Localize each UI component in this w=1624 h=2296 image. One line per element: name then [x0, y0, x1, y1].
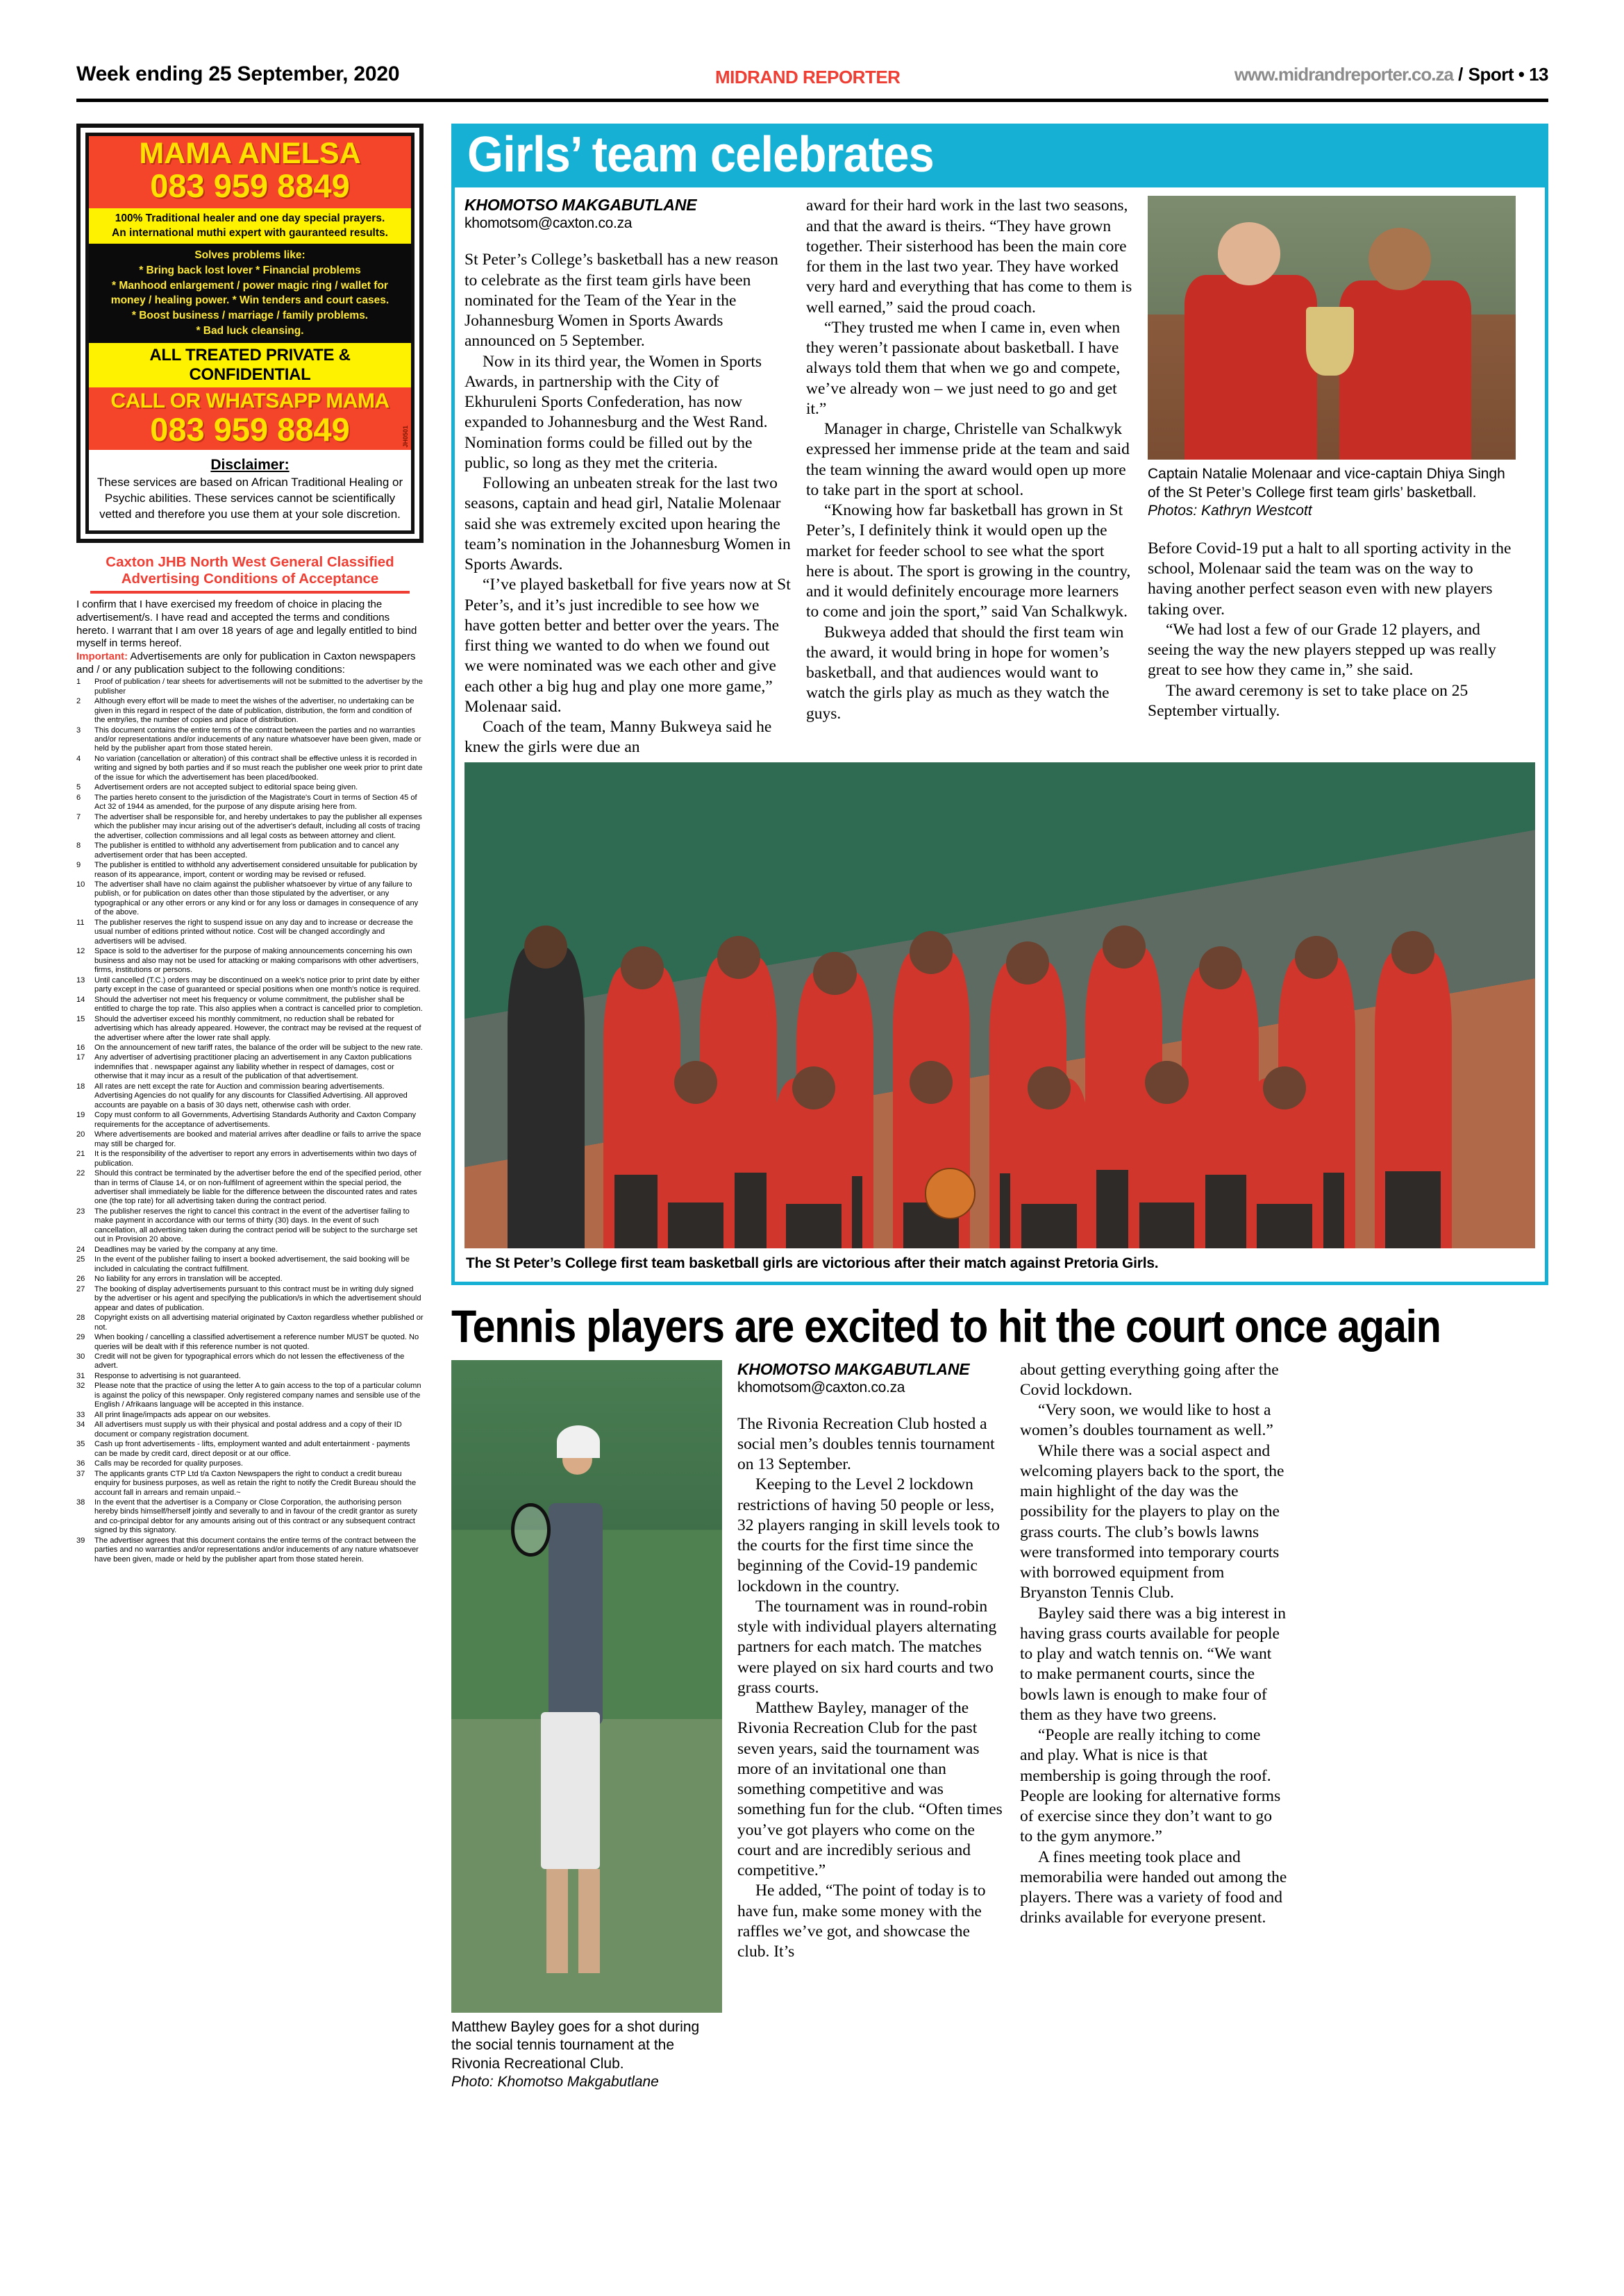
condition-item: [76, 1255, 424, 1274]
body-paragraph: “Knowing how far basketball has grown in St Peter’s, I definitely think it would open up the market for feeder school to see what the sport here is about. The sport is growing in the country, and it would definitely encourage more learners to come and join the sport,” said Van Schalkwyk.: [806, 501, 1131, 621]
condition-text: Please note that the practice of using the letter A to gain access to the top of a particular column is against the policy of this newspaper. Only registered company names and sensible use of the English / Afrikaans language will be accepted in this instance.: [94, 1382, 421, 1409]
condition-text: In the event that the advertiser is a Company or Close Corporation, the authorising person hereby binds himself/herself jointly and severally to and in favour of the credit grantor as surety and co-principal debtor for any amounts arising out of this contract or any subsequent contract signed by this signatory.: [94, 1498, 417, 1535]
condition-item: [76, 697, 424, 725]
condition-number: 28: [76, 1314, 85, 1323]
condition-text: On the announcement of new tariff rates, the balance of the order will be subject to the new rate.: [94, 1043, 423, 1052]
condition-number: 35: [76, 1440, 85, 1449]
condition-text: Calls may be recorded for quality purposes.: [94, 1459, 243, 1468]
condition-number: 10: [76, 880, 85, 889]
condition-item: [76, 813, 424, 841]
condition-item: [76, 1246, 424, 1255]
condition-text: The advertiser agrees that this document contains the entire terms of the contract between the parties and no warranties and/or representations and/or inducements of any nature whatsoever have been given, made or held by the publisher apart from those stated herein.: [94, 1536, 419, 1564]
body-paragraph: Manager in charge, Christelle van Schalkwyk expressed her immense pride at the team and said the team winning the award would open up more to take part in the sport at school.: [806, 420, 1130, 499]
story2-column-2: [1020, 1360, 1287, 2092]
story1-team-photo-caption: The St Peter’s College first team basketball girls are victorious after their match against Pretoria Girls.: [466, 1255, 1159, 1271]
body-paragraph: about getting everything going after the Covid lockdown.: [1020, 1360, 1279, 1399]
body-paragraph: While there was a social aspect and welcoming players back to the sport, the main highlight of the day was the possibility for the players to play on the grass courts. The club’s bowls lawns were transformed into temporary courts with borrowed equipment from Bryanston Tennis Club.: [1020, 1441, 1284, 1602]
condition-text: It is the responsibility of the advertiser to report any errors in advertisements within two days of publication.: [94, 1150, 417, 1168]
condition-number: 11: [76, 918, 85, 927]
body-paragraph: Now in its third year, the Women in Sports Awards, in partnership with the City of Ekhuruleni Sports Confederation, has now expanded to Johannesburg and the West Rand. Nomination forms could be filled out by the public, so long as they met the criteria.: [464, 352, 768, 472]
body-paragraph: “I’ve played basketball for five years now at St Peter’s, and it’s just incredible to see how we have gotten better and better over the years. The first thing we wanted to do when we found out we were nominated was we each other and give each other a big hug and play one more game,” Molenaar said.: [464, 576, 791, 716]
condition-text: Advertisement orders are not accepted subject to editorial space being given.: [94, 783, 358, 792]
condition-text: The advertiser shall have no claim against the publisher whatsoever by virtue of any failure to publish, or for publication on dates other than those stipulated by the advertiser, or any typographical or any other errors or any kind or for any loss or damages in consequence of any of the above.: [94, 880, 419, 917]
condition-text: The publisher reserves the right to cancel this contract in the event of the advertiser failing to make payment in accordance with our terms of thirty (30) days. In the event of such cancellation, all advertising taken during the contract period will be subject to the surcharge set out in Provision 20 above.: [94, 1207, 417, 1244]
condition-text: Should this contract be terminated by the advertiser before the end of the specified period, other than in terms of Clause 14, or on non-fulfilment of agreement within the special period, the advertiser shall immediately be liable for the difference between the discounted rates and rates one (the top rate) for all advertising taken during the contract period.: [94, 1169, 422, 1206]
advert-services-block: [89, 244, 411, 343]
photo-art-players: [464, 762, 1535, 1248]
condition-number: 27: [76, 1284, 85, 1293]
condition-item: [76, 1440, 424, 1459]
advert-call-block: [89, 387, 411, 450]
condition-text: The booking of display advertisements pursuant to this contract must be in writing duly signed by the advertiser or his agent and specifying the publication/s in which the advertisement should appear and dates of publication.: [94, 1284, 421, 1312]
condition-item: [76, 1053, 424, 1081]
condition-text: Copy must conform to all Governments, Advertising Standards Authority and Caxton Company requirements for the acceptance of advertisements.: [94, 1111, 417, 1129]
condition-text: The applicants grants CTP Ltd t/a Caxton Newspapers the right to conduct a credit bureau enquiry for business purposes, as well as retain the right to notify the Credit Bureau should the account fall in arrears and remain unpaid.~: [94, 1469, 417, 1497]
advert-healer-name: MAMA ANELSA: [139, 137, 361, 170]
story1-body-col3: [1148, 539, 1516, 721]
body-paragraph: Following an unbeaten streak for the last two seasons, captain and head girl, Natalie Molenaar said she was extremely excited upon hearing the team’s nomination in the Johannesburg Women in Sports Awards.: [464, 474, 791, 574]
story2-body-col1: [737, 1414, 1005, 1963]
condition-text: All print linage/impacts ads appear on our websites.: [94, 1410, 271, 1419]
condition-number: 17: [76, 1053, 85, 1062]
condition-item: [76, 996, 424, 1014]
body-paragraph: award for their hard work in the last two seasons, and that the award is theirs. “They have grown together. Their sisterhood has been the main core for them in the last two year. They have worked very hard and everything that has come to them is well earned,” said the proud coach.: [806, 196, 1132, 317]
advert-phone-top: 083 959 8849: [150, 167, 350, 204]
advert-tagline: [89, 208, 411, 244]
story2-headline: Tennis players are excited to hit the court once again: [451, 1300, 1441, 1352]
condition-text: All rates are nett except the rate for Auction and commission bearing advertisements. Advertising Agencies do not qualify for any discounts for Classified Advertising. All approved accounts are payable on a basis of 30 days nett, otherwise cash with order.: [94, 1082, 408, 1109]
body-paragraph: “They trusted me when I came in, even when they weren’t passionate about basketball. I have always told them that when we go and compete, we’ve already won – we just need to go and get it.”: [806, 318, 1121, 418]
story1-photo-caption-text: Captain Natalie Molenaar and vice-captain Dhiya Singh of the St Peter’s College first team girls’ basketball.: [1148, 466, 1505, 501]
condition-item: [76, 919, 424, 946]
condition-text: The publisher reserves the right to suspend issue on any day and to increase or decrease the usual number of editions printed without notice. Cost will be changed accordingly and advertisers will be advised.: [94, 918, 413, 946]
body-paragraph: Matthew Bayley, manager of the Rivonia Recreation Club for the past seven years, said the tournament was more of an invitational one than something competitive and was something fun for the club. “Often times you’ve got players who come on the court and are incredibly serious and competitive.”: [737, 1699, 1003, 1880]
condition-number: 38: [76, 1498, 85, 1507]
story2-byline-email[interactable]: khomotsom@caxton.co.za: [737, 1379, 905, 1396]
condition-item: [76, 1082, 424, 1110]
condition-text: Although every effort will be made to meet the wishes of the advertiser, no undertaking can be given in this regard in respect of the date of publication, distribution, the form and condition of the entry/ies, the number of copies and place of distribution.: [94, 697, 415, 725]
publication-title: MIDRAND REPORTER: [715, 67, 901, 87]
condition-number: 36: [76, 1459, 85, 1468]
condition-number: 34: [76, 1421, 85, 1430]
condition-text: Credit will not be given for typographical errors which do not lessen the effectiveness of the advert.: [94, 1352, 405, 1371]
condition-item: [76, 783, 424, 792]
condition-item: [76, 726, 424, 754]
condition-item: [76, 1459, 424, 1468]
condition-number: 22: [76, 1169, 85, 1178]
condition-number: 18: [76, 1082, 85, 1091]
story1-columns: [455, 187, 1545, 762]
condition-text: Cash up front advertisements - lifts, employment wanted and adult entertainment - payments can be made by credit card, direct deposit or at our office.: [94, 1440, 410, 1458]
condition-number: 25: [76, 1255, 85, 1264]
conditions-intro-text: I confirm that I have exercised my freedom of choice in placing the advertisement/s. I have read and accepted the terms and conditions hereto. I warrant that I am over 18 years of age and legally entitled to bind myself in terms hereof.: [76, 598, 417, 650]
condition-number: 24: [76, 1245, 85, 1254]
conditions-heading-line1: Caxton JHB North West General Classified: [106, 554, 394, 571]
body-paragraph: St Peter’s College’s basketball has a new reason to celebrate as the first team girls have been nominated for the Team of the Year in the Johannesburg Women in Sports Awards announced on 5 September.: [464, 251, 778, 351]
condition-item: [76, 1498, 424, 1536]
condition-text: Deadlines may be varied by the company at any time.: [94, 1245, 278, 1254]
advert-name-block: [89, 136, 411, 208]
condition-text: Where advertisements are booked and material arrives after deadline or fails to arrive the space may still be charged for.: [94, 1130, 421, 1148]
mama-anelsa-advert[interactable]: [76, 124, 424, 543]
advert-inner-frame: [85, 133, 415, 534]
condition-number: 13: [76, 975, 85, 984]
condition-number: 19: [76, 1111, 85, 1120]
photo-captain-and-vice-captain: [1148, 196, 1516, 460]
condition-item: [76, 1169, 424, 1207]
condition-item: [76, 755, 424, 782]
condition-item: [76, 1044, 424, 1053]
advert-services-heading: Solves problems like:: [194, 249, 305, 262]
story1-column-2: [806, 196, 1132, 757]
story1-body-col1: [464, 250, 791, 757]
condition-text: This document contains the entire terms of the contract between the parties and no warranties and/or representations and/or inducements of any nature whatsoever have been given, made or held by the publisher apart from those stated herein.: [94, 726, 421, 753]
condition-text: No liability for any errors in translation will be accepted.: [94, 1275, 283, 1284]
condition-number: 37: [76, 1469, 85, 1478]
advert-service-line: money / healing power. * Win tenders and court cases.: [110, 294, 390, 307]
issue-date: Week ending 25 September, 2020: [76, 62, 400, 85]
condition-text: Should the advertiser exceed his monthly commitment, no reduction shall be rebated for advertising which has already appeared. However, the contract may be revised at the request of the advertiser where after the lower rate shall apply.: [94, 1014, 421, 1042]
conditions-intro: [76, 598, 424, 677]
condition-item: [76, 1150, 424, 1168]
advert-service-line: * Bring back lost lover * Financial problems: [139, 265, 361, 277]
story2-photo-credit: Photo: Khomotso Makgabutlane: [451, 2074, 659, 2090]
condition-number: 16: [76, 1043, 85, 1052]
body-paragraph: The Rivonia Recreation Club hosted a social men’s doubles tennis tournament on 13 September.: [737, 1414, 995, 1474]
masthead-rule: [76, 99, 1548, 102]
condition-text: In the event of the publisher failing to insert a booked advertisement, the said booking will be included in calculating the contract fulfillment.: [94, 1255, 410, 1273]
story1-headline: Girls’ team celebrates: [467, 127, 934, 183]
condition-number: 39: [76, 1536, 85, 1545]
advert-service-line: * Manhood enlargement / power magic ring / wallet for: [112, 279, 388, 292]
story2-column-1: [737, 1360, 1005, 2092]
condition-number: 2: [76, 697, 81, 706]
masthead-right: [1234, 64, 1548, 85]
condition-number: 30: [76, 1352, 85, 1361]
photo-team-group: [464, 762, 1535, 1248]
condition-item: [76, 841, 424, 860]
condition-number: 4: [76, 754, 81, 763]
condition-item: [76, 947, 424, 975]
body-paragraph: “We had lost a few of our Grade 12 players, and seeing the way the new players stepped up was really great to see how they came in,” she said.: [1148, 620, 1496, 680]
story1-byline-email[interactable]: khomotsom@caxton.co.za: [464, 215, 633, 232]
story1-photo-credit: Photos: Kathryn Westcott: [1148, 503, 1312, 519]
condition-item: [76, 1421, 424, 1439]
body-paragraph: Bukweya added that should the first team win the award, it would bring in hope for women’s basketball, and that audiences would want to watch the girls play as much as they watch the guys.: [806, 623, 1124, 723]
condition-number: 31: [76, 1371, 85, 1380]
website-url[interactable]: www.midrandreporter.co.za: [1234, 64, 1453, 85]
condition-number: 5: [76, 783, 81, 792]
advert-reference-code: JH0501: [402, 425, 409, 448]
conditions-important-text: Advertisements are only for publication in Caxton newspapers and / or any publication subject to the following conditions:: [76, 651, 416, 676]
story1-headline-band: [455, 127, 1545, 187]
condition-text: Space is sold to the advertiser for the purpose of making announcements concerning his own business and also may not be used for attacking or making comparisons with other advertisers, firms, institutions or persons.: [94, 947, 419, 975]
condition-number: 23: [76, 1207, 85, 1216]
condition-item: [76, 1470, 424, 1498]
story1-photo-caption: [1148, 465, 1516, 520]
conditions-important-label: Important:: [76, 651, 128, 663]
story2-byline-name: KHOMOTSO MAKGABUTLANE: [737, 1359, 970, 1378]
advertising-conditions: [76, 554, 424, 1564]
advert-tagline-line1: 100% Traditional healer and one day special prayers.: [115, 212, 385, 224]
condition-item: [76, 1275, 424, 1284]
condition-item: [76, 1352, 424, 1371]
condition-item: [76, 1411, 424, 1420]
body-paragraph: A fines meeting took place and memorabilia were handed out among the players. There was a variety of food and drinks available for everyone present.: [1020, 1847, 1287, 1927]
condition-text: Any advertiser of advertising practitioner placing an advertisement in any Caxton publications indemnifies that . newspaper against any liability whether in respect of damages, cost or otherwise that it may incur as a result of the publication of that advertisement.: [94, 1053, 412, 1081]
advert-call-label: CALL OR WHATSAPP MAMA: [110, 389, 390, 413]
condition-number: 33: [76, 1410, 85, 1419]
story2-columns: [451, 1360, 1548, 2092]
story1-byline-name: KHOMOTSO MAKGABUTLANE: [464, 196, 697, 215]
condition-item: [76, 1130, 424, 1149]
condition-text: The parties hereto consent to the jurisdiction of the Magistrate's Court in terms of Section 45 of Act 32 of 1944 as amended, for the purpose of any dispute arising here from.: [94, 793, 417, 812]
body-paragraph: Keeping to the Level 2 lockdown restrictions of having 50 people or less, 32 players ranging in skill levels took to the courts for the first time since the beginning of the Covid-19 pandemic lockdown in the country.: [737, 1475, 1000, 1595]
condition-text: Response to advertising is not guaranteed.: [94, 1371, 241, 1380]
condition-item: [76, 1285, 424, 1313]
disclaimer-text: These services are based on African Traditional Healing or Psychic abilities. These services cannot be scientifically vetted and therefore you use them at your sole discretion.: [97, 476, 403, 521]
condition-item: [76, 1207, 424, 1245]
condition-text: The publisher is entitled to withhold any advertisement from publication and to cancel any advertisement order that has been accepted.: [94, 841, 399, 860]
condition-number: 14: [76, 995, 85, 1004]
body-paragraph: Coach of the team, Manny Bukweya said he knew the girls were due an: [464, 718, 772, 757]
advert-tagline-line2: An international muthi expert with gauranteed results.: [112, 226, 388, 239]
conditions-rule: [90, 591, 410, 594]
condition-number: 7: [76, 812, 81, 821]
condition-number: 20: [76, 1130, 85, 1139]
story2-body-col2: [1020, 1360, 1287, 1929]
section-page-label: Sport • 13: [1468, 64, 1548, 85]
body-paragraph: The tournament was in round-robin style with individual players alternating partners for each match. The matches were played on six hard courts and two grass courts.: [737, 1597, 997, 1697]
advert-confidential-band: ALL TREATED PRIVATE & CONFIDENTIAL: [89, 343, 411, 387]
body-paragraph: Before Covid-19 put a halt to all sporting activity in the school, Molenaar said the team was on the way to having another perfect season even with new players taking over.: [1148, 539, 1512, 619]
disclaimer-heading: Disclaimer:: [210, 457, 290, 474]
story2-photo-column: [451, 1360, 722, 2092]
advert-service-line: * Bad luck cleansing.: [196, 324, 304, 337]
left-advert-column: [76, 124, 424, 1564]
condition-item: [76, 861, 424, 880]
condition-number: 29: [76, 1333, 85, 1342]
condition-text: The advertiser shall be responsible for, and hereby undertakes to pay the publisher all expenses which the publisher may incur arising out of the advertiser's default, including all costs of tracing the advertiser, collection commissions and all legal costs as between attorney and client.: [94, 812, 422, 840]
condition-item: [76, 1382, 424, 1409]
story1-body-col2: [806, 196, 1132, 724]
condition-text: All advertisers must supply us with their physical and postal address and a copy of their ID document or company registration document.: [94, 1421, 402, 1439]
condition-item: [76, 1314, 424, 1332]
story2-photo-caption: [451, 2018, 722, 2092]
condition-item: [76, 976, 424, 995]
story-tennis-players-excited: [451, 1300, 1548, 2092]
condition-number: 15: [76, 1014, 85, 1023]
condition-text: Should the advertiser not meet his frequency or volume commitment, the publisher shall be entitled to charge the top rate. This also applies when a contract is cancelled prior to completion.: [94, 995, 423, 1014]
masthead: [76, 61, 1548, 104]
condition-item: [76, 1536, 424, 1564]
conditions-heading: [76, 554, 424, 587]
condition-number: 3: [76, 726, 81, 735]
condition-number: 8: [76, 841, 81, 850]
body-paragraph: Bayley said there was a big interest in having grass courts available for people to play and watch tennis on. “We want to make permanent courts, since the bowls lawn is enough to make four of them as they have two greens.: [1020, 1604, 1286, 1724]
condition-number: 32: [76, 1382, 85, 1391]
condition-item: [76, 1111, 424, 1130]
condition-item: [76, 1372, 424, 1381]
story2-photo-caption-text: Matthew Bayley goes for a shot during the social tennis tournament at the Rivonia Recreational Club.: [451, 2018, 700, 2072]
condition-text: Proof of publication / tear sheets for advertisements will not be submitted to the advertiser by the publisher: [94, 678, 423, 696]
condition-number: 21: [76, 1150, 85, 1159]
condition-text: When booking / cancelling a classified advertisement a reference number MUST be quoted. No queries will be dealt with if this reference number is not quoted.: [94, 1333, 419, 1351]
masthead-separator: /: [1458, 64, 1464, 85]
condition-text: No variation (cancellation or alteration) of this contract shall be effective unless it is recorded in writing and signed by both parties and if so must reach the publisher one week prior to print date of the issue for which the advertisement has been placed/booked.: [94, 754, 423, 782]
story1-column-1: [464, 196, 791, 757]
advert-phone-bottom: 083 959 8849: [150, 411, 350, 449]
story1-column-3: [1148, 196, 1516, 757]
condition-number: 6: [76, 793, 81, 802]
conditions-list: [76, 678, 424, 1564]
condition-item: [76, 1015, 424, 1043]
body-paragraph: The award ceremony is set to take place on 25 September virtually.: [1148, 681, 1468, 720]
body-paragraph: He added, “The point of today is to have fun, make some money with the raffles we’ve got, and showcase the club. It’s: [737, 1882, 986, 1961]
body-paragraph: “Very soon, we would like to host a women’s doubles tournament as well.”: [1020, 1401, 1273, 1440]
advert-service-line: * Boost business / marriage / family problems.: [131, 310, 369, 322]
condition-number: 26: [76, 1275, 85, 1284]
condition-number: 1: [76, 678, 81, 687]
conditions-heading-line2: Advertising Conditions of Acceptance: [121, 571, 379, 587]
body-paragraph: “People are really itching to come and play. What is nice is that membership is going through the roof. People are looking for alternative forms of exercise since they don’t want to go to the gym anymore.”: [1020, 1726, 1281, 1846]
condition-item: [76, 678, 424, 696]
condition-number: 12: [76, 947, 85, 956]
story-girls-team-celebrates: [451, 124, 1548, 1285]
condition-number: 9: [76, 861, 81, 870]
photo-tennis-player: [451, 1360, 722, 2013]
condition-text: Until cancelled (T.C.) orders may be discontinued on a week's notice prior to print date by either party except in the case of guaranteed or special positions when one month's notice is required.: [94, 975, 421, 994]
condition-text: The publisher is entitled to withhold any advertisement considered unsuitable for publication by reason of its appearance, import, content or wording may be revised or refused.: [94, 861, 417, 879]
team-photo-wrap: [455, 762, 1545, 1248]
main-content-area: [451, 124, 1548, 2092]
condition-item: [76, 794, 424, 812]
condition-item: [76, 880, 424, 918]
condition-item: [76, 1333, 424, 1352]
condition-text: Copyright exists on all advertising material originated by Caxton regardless whether published or not.: [94, 1314, 424, 1332]
advert-disclaimer: [89, 450, 411, 530]
